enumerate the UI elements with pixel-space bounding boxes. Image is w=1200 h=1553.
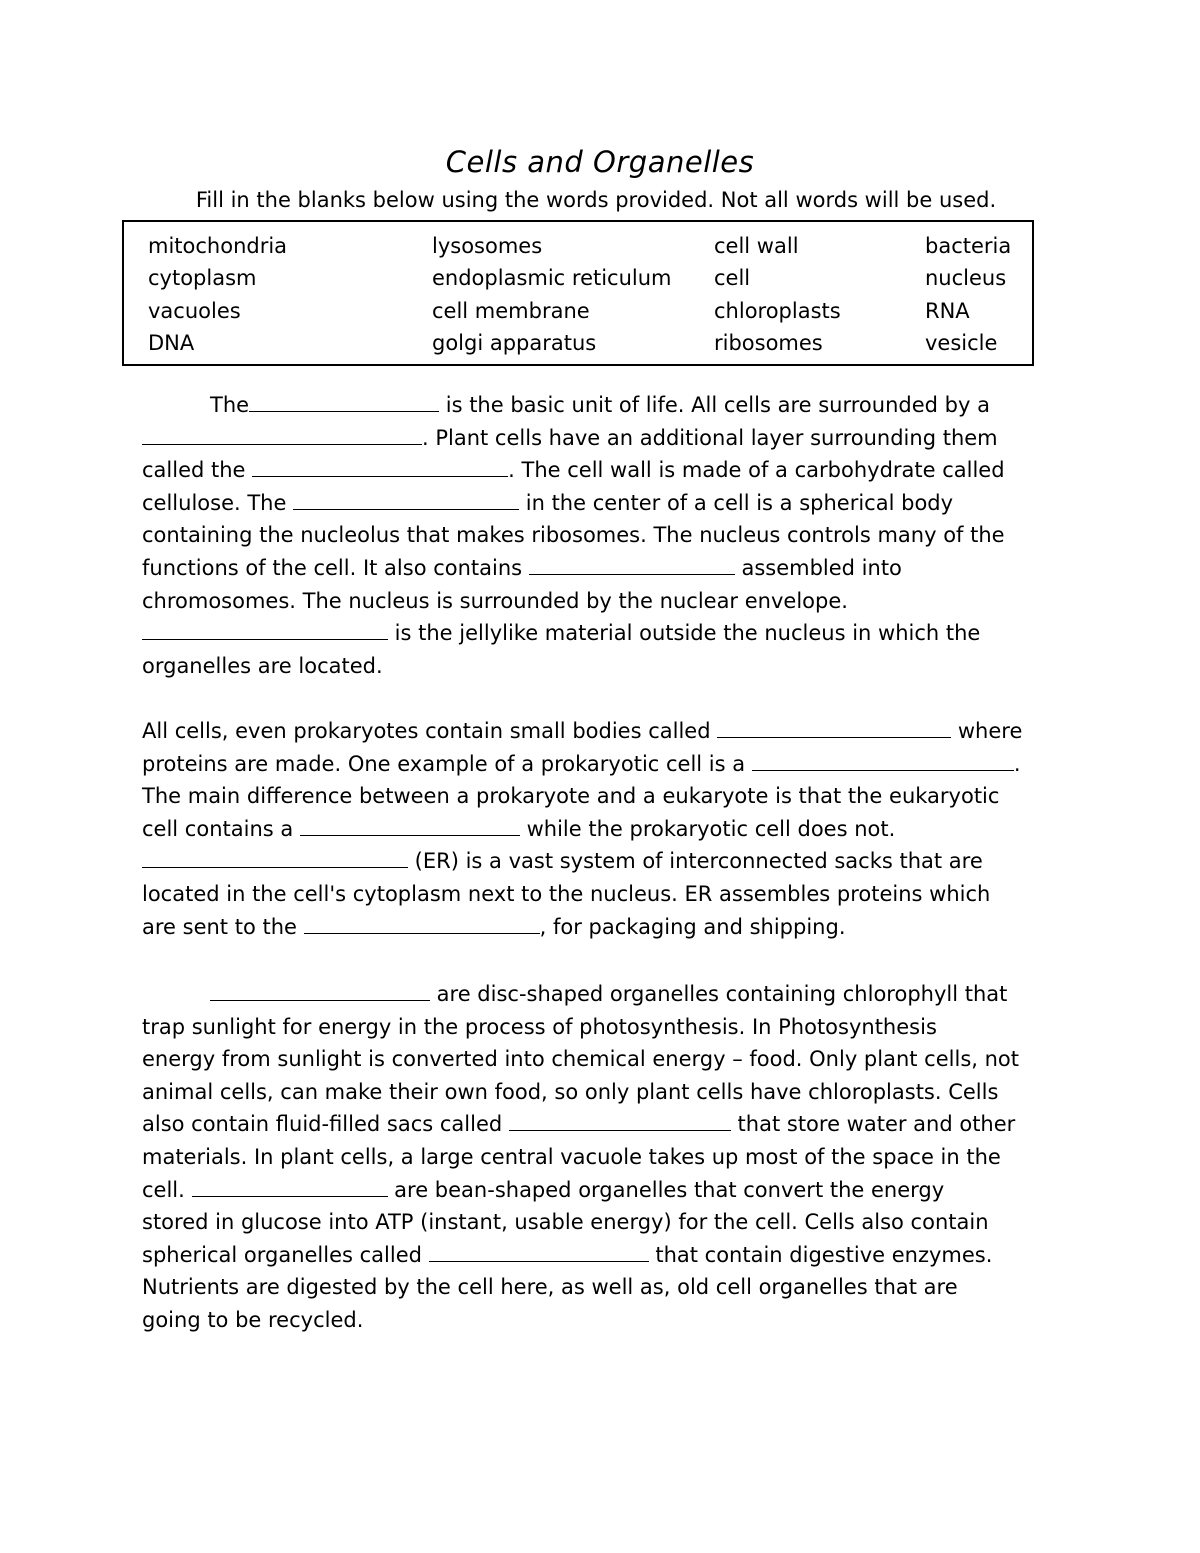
word-bank-item: vacuoles bbox=[148, 299, 241, 323]
text: (ER) is a vast system of interconnected sacks that are bbox=[408, 849, 983, 874]
text: chromosomes. The nucleus is surrounded by the nuclear envelope. bbox=[142, 588, 848, 613]
text: cell contains a bbox=[142, 816, 300, 841]
paragraph-2 bbox=[142, 715, 1082, 943]
paragraph-1 bbox=[142, 389, 1082, 682]
text: , for packaging and shipping. bbox=[539, 914, 846, 939]
word-bank-item: mitochondria bbox=[148, 234, 288, 258]
text: are bean-shaped organelles that convert the energy bbox=[387, 1177, 945, 1202]
text: Nutrients are digested by the cell here, as well as, old cell organelles that are bbox=[142, 1275, 958, 1300]
worksheet-instructions: Fill in the blanks below using the words provided. Not all words will be used. bbox=[195, 188, 997, 212]
text: materials. In plant cells, a large central vacuole takes up most of the space in the bbox=[142, 1144, 1001, 1169]
text: where bbox=[951, 719, 1023, 743]
word-bank-item: RNA bbox=[925, 299, 970, 323]
text: while the prokaryotic cell does not. bbox=[519, 816, 896, 841]
text: trap sunlight for energy in the process of photosynthesis. In Photosynthesis bbox=[142, 1014, 937, 1039]
text: are sent to the bbox=[142, 914, 304, 939]
text: The bbox=[210, 393, 250, 417]
text: proteins are made. One example of a prokaryotic cell is a bbox=[142, 751, 752, 776]
answer-blank[interactable] bbox=[717, 715, 951, 738]
answer-blank[interactable] bbox=[142, 617, 388, 640]
word-bank-item: endoplasmic reticulum bbox=[432, 266, 672, 290]
text: is the basic unit of life. All cells are surrounded by a bbox=[439, 393, 990, 417]
answer-blank[interactable] bbox=[249, 389, 439, 412]
answer-blank[interactable] bbox=[142, 845, 408, 868]
text: spherical organelles called bbox=[142, 1242, 429, 1267]
word-bank-item: cell membrane bbox=[432, 299, 590, 323]
text: cell. bbox=[142, 1177, 192, 1202]
answer-blank[interactable] bbox=[252, 454, 508, 477]
word-bank-item: DNA bbox=[148, 331, 195, 355]
word-bank-item: nucleus bbox=[925, 266, 1007, 290]
text: animal cells, can make their own food, so only plant cells have chloroplasts. Cells bbox=[142, 1079, 999, 1104]
answer-blank[interactable] bbox=[509, 1108, 731, 1131]
word-bank-item: vesicle bbox=[925, 331, 998, 355]
text: located in the cell's cytoplasm next to the nucleus. ER assembles proteins which bbox=[142, 881, 991, 906]
text: is the jellylike material outside the nucleus in which the bbox=[388, 621, 981, 646]
word-bank bbox=[122, 220, 1034, 366]
text: also contain fluid-filled sacs called bbox=[142, 1112, 509, 1137]
text: called the bbox=[142, 458, 253, 483]
text: are disc-shaped organelles containing chlorophyll that bbox=[430, 982, 1008, 1006]
text: in the center of a cell is a spherical body bbox=[519, 490, 954, 515]
word-bank-item: chloroplasts bbox=[714, 299, 841, 323]
word-bank-item: lysosomes bbox=[432, 234, 543, 258]
answer-blank[interactable] bbox=[304, 911, 540, 934]
text: . The cell wall is made of a carbohydrate called bbox=[508, 458, 1005, 483]
text: containing the nucleolus that makes ribosomes. The nucleus controls many of the bbox=[142, 523, 1005, 548]
text: functions of the cell. It also contains bbox=[142, 555, 529, 580]
text: stored in glucose into ATP (instant, usable energy) for the cell. Cells also contain bbox=[142, 1210, 989, 1235]
paragraph-3 bbox=[142, 978, 1082, 1337]
worksheet-title: Cells and Organelles bbox=[445, 145, 755, 179]
word-bank-item: ribosomes bbox=[714, 331, 823, 355]
text: assembled into bbox=[734, 555, 902, 580]
word-bank-item: cell wall bbox=[714, 234, 799, 258]
text: All cells, even prokaryotes contain small bodies called bbox=[142, 719, 718, 743]
answer-blank[interactable] bbox=[210, 978, 430, 1001]
answer-blank[interactable] bbox=[752, 748, 1014, 771]
text: cellulose. The bbox=[142, 490, 294, 515]
answer-blank[interactable] bbox=[429, 1239, 649, 1262]
word-bank-item: golgi apparatus bbox=[432, 331, 597, 355]
text: that store water and other bbox=[730, 1112, 1016, 1137]
answer-blank[interactable] bbox=[300, 813, 520, 836]
word-bank-item: cell bbox=[714, 266, 751, 290]
answer-blank[interactable] bbox=[142, 422, 422, 445]
answer-blank[interactable] bbox=[529, 552, 735, 575]
answer-blank[interactable] bbox=[192, 1174, 388, 1197]
answer-blank[interactable] bbox=[293, 487, 519, 510]
text: energy from sunlight is converted into chemical energy – food. Only plant cells, not bbox=[142, 1047, 1019, 1072]
text: The main difference between a prokaryote and a eukaryote is that the eukaryotic bbox=[142, 784, 1000, 809]
text: that contain digestive enzymes. bbox=[648, 1242, 993, 1267]
text: . Plant cells have an additional layer surrounding them bbox=[422, 425, 998, 450]
text: organelles are located. bbox=[142, 653, 383, 678]
text: going to be recycled. bbox=[142, 1307, 364, 1332]
word-bank-item: cytoplasm bbox=[148, 266, 257, 290]
word-bank-item: bacteria bbox=[925, 234, 1012, 258]
text: . bbox=[1013, 751, 1021, 776]
